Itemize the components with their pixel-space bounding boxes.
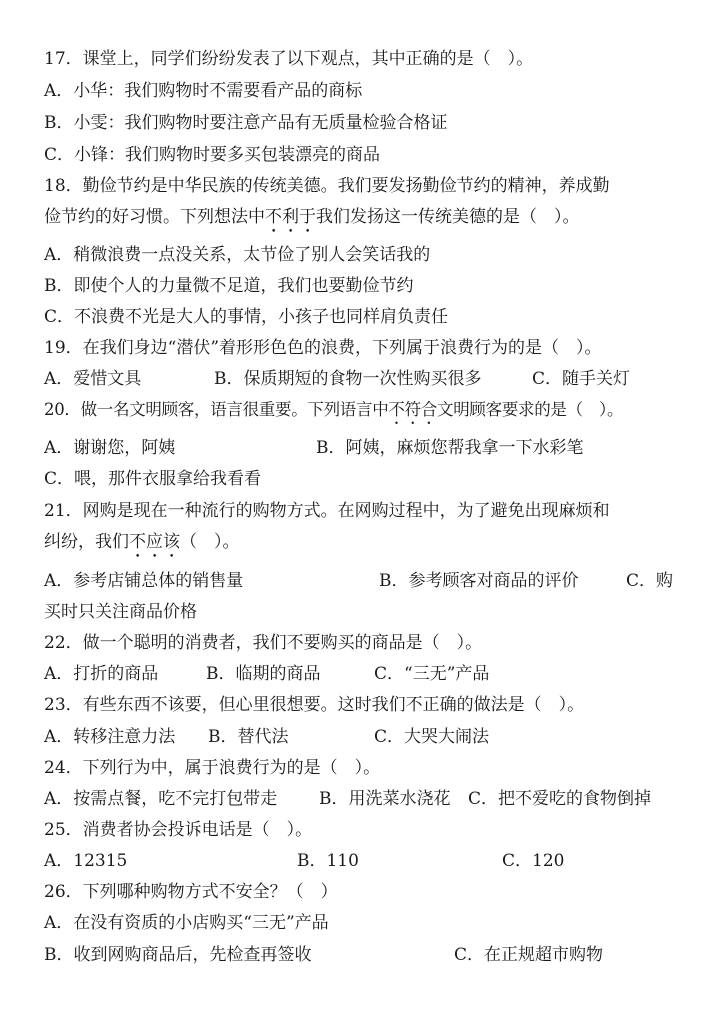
question-23-option-c: C．大哭大闹法 [374,727,490,747]
question-18-stem-line-2: 俭节约的好习惯。下列想法中不利于我们发扬这一传统美德的是（ ）。 [44,207,580,227]
question-24-stem: 24．下列行为中，属于浪费行为的是（ ）。 [44,758,381,778]
question-24-option-c: C．把不爱吃的食物倒掉 [468,789,652,809]
question-19-option-a: A．爱惜文具 [44,369,142,389]
question-20-option-c: C．喂，那件衣服拿给我看看 [44,469,262,489]
question-17-stem: 17．课堂上，同学们纷纷发表了以下观点，其中正确的是（ ）。 [44,49,534,69]
question-21-option-c: C．购 [626,571,674,591]
question-22-stem: 22．做一个聪明的消费者，我们不要购买的商品是（ ）。 [44,633,483,653]
question-26-option-a: A．在没有资质的小店购买“三无”产品 [44,913,329,933]
question-18-option-b: B．即使个人的力量微不足道，我们也要勤俭节约 [44,276,414,296]
emphasis-mark: 不符合 [388,400,438,419]
question-22-option-a: A．打折的商品 [44,664,159,684]
question-17-option-c: C．小锋：我们购物时要多买包装漂亮的商品 [44,145,381,165]
question-17-option-b: B．小雯：我们购物时要注意产品有无质量检验合格证 [44,113,448,133]
question-25-option-b: B．110 [297,851,359,871]
question-21-stem-line-2: 纠纷，我们不应该（ ）。 [44,532,240,552]
question-21-stem-line-1: 21．网购是现在一种流行的购物方式。在网购过程中，为了避免出现麻烦和 [44,501,610,521]
question-18-option-a: A．稍微浪费一点没关系，太节俭了别人会笑话我的 [44,245,431,265]
question-26-option-b: B．收到网购商品后，先检查再签收 [44,945,312,965]
question-23-option-b: B．替代法 [208,727,289,747]
question-23-option-a: A．转移注意力法 [44,727,176,747]
question-25-option-a: A．12315 [44,851,128,871]
question-25-option-c: C．120 [502,851,565,871]
question-20-option-b: B．阿姨，麻烦您帮我拿一下水彩笔 [316,438,584,458]
question-17-option-a: A．小华：我们购物时不需要看产品的商标 [44,81,363,101]
question-26-option-c: C．在正规超市购物 [454,945,604,965]
question-19-option-c: C．随手关灯 [532,369,631,389]
question-22-option-b: B．临期的商品 [206,664,321,684]
emphasis-mark: 不应该 [129,532,180,552]
question-25-stem: 25．消费者协会投诉电话是（ ）。 [44,820,313,840]
question-24-option-b: B．用洗菜水浇花 [319,789,451,809]
question-18-option-c: C．不浪费不光是大人的事情，小孩子也同样肩负责任 [44,307,449,327]
emphasis-mark: 不利于 [265,207,316,227]
question-21-option-c-continued: 买时只关注商品价格 [44,602,197,622]
question-22-option-c: C．“三无”产品 [374,664,490,684]
question-23-stem: 23．有些东西不该要，但心里很想要。这时我们不正确的做法是（ ）。 [44,695,585,715]
question-26-stem: 26．下列哪种购物方式不安全？（ ） [44,882,338,902]
question-24-option-a: A．按需点餐，吃不完打包带走 [44,789,278,809]
question-20-stem: 20．做一名文明顾客，语言很重要。下列语言中不符合文明顾客要求的是（ ）。 [44,400,624,419]
question-21-option-b: B．参考顾客对商品的评价 [379,571,579,591]
question-19-stem: 19．在我们身边“潜伏”着形形色色的浪费，下列属于浪费行为的是（ ）。 [44,338,602,358]
question-20-option-a: A．谢谢您，阿姨 [44,438,176,458]
question-21-option-a: A．参考店铺总体的销售量 [44,571,244,591]
question-19-option-b: B．保质期短的食物一次性购买很多 [214,369,482,389]
question-18-stem-line-1: 18．勤俭节约是中华民族的传统美德。我们要发扬勤俭节约的精神，养成勤 [44,176,610,196]
